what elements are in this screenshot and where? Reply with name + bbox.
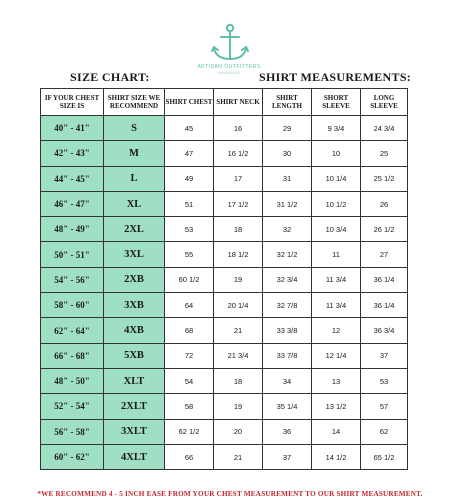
cell-short-sleeve: 11 <box>312 242 361 267</box>
cell-recommended-size: S <box>104 116 165 141</box>
cell-shirt-neck: 16 1/2 <box>214 141 263 166</box>
cell-shirt-length: 33 3/8 <box>263 318 312 343</box>
ease-recommendation-note: *WE RECOMMEND 4 - 5 INCH EASE FROM YOUR CHEST MEASUREMENT TO OUR SHIRT MEASUREMENT. <box>37 490 423 498</box>
cell-recommended-size: 4XB <box>104 318 165 343</box>
cell-long-sleeve: 25 1/2 <box>361 166 408 191</box>
cell-recommended-size: 5XB <box>104 343 165 368</box>
cell-chest-size: 44" - 45" <box>41 166 104 191</box>
cell-chest-size: 54" - 56" <box>41 267 104 292</box>
cell-shirt-neck: 18 <box>214 217 263 242</box>
cell-short-sleeve: 13 <box>312 368 361 393</box>
cell-shirt-chest: 66 <box>165 444 214 469</box>
cell-shirt-chest: 72 <box>165 343 214 368</box>
cell-short-sleeve: 10 3/4 <box>312 217 361 242</box>
cell-shirt-length: 32 <box>263 217 312 242</box>
cell-recommended-size: XL <box>104 191 165 216</box>
size-chart-table <box>40 88 408 470</box>
cell-shirt-length: 32 7/8 <box>263 293 312 318</box>
cell-chest-size: 42" - 43" <box>41 141 104 166</box>
header-short-sleeve: SHORT SLEEVE <box>312 89 361 116</box>
cell-short-sleeve: 10 1/4 <box>312 166 361 191</box>
table-row <box>41 191 408 216</box>
cell-chest-size: 40" - 41" <box>41 116 104 141</box>
cell-short-sleeve: 14 1/2 <box>312 444 361 469</box>
cell-shirt-chest: 55 <box>165 242 214 267</box>
cell-long-sleeve: 62 <box>361 419 408 444</box>
table-row <box>41 394 408 419</box>
cell-shirt-chest: 47 <box>165 141 214 166</box>
cell-long-sleeve: 24 3/4 <box>361 116 408 141</box>
table-row <box>41 444 408 469</box>
cell-short-sleeve: 9 3/4 <box>312 116 361 141</box>
cell-long-sleeve: 37 <box>361 343 408 368</box>
cell-shirt-neck: 20 1/4 <box>214 293 263 318</box>
cell-shirt-chest: 60 1/2 <box>165 267 214 292</box>
cell-recommended-size: 2XB <box>104 267 165 292</box>
table-row <box>41 368 408 393</box>
cell-shirt-length: 33 7/8 <box>263 343 312 368</box>
cell-shirt-chest: 45 <box>165 116 214 141</box>
cell-chest-size: 46" - 47" <box>41 191 104 216</box>
cell-shirt-length: 37 <box>263 444 312 469</box>
cell-shirt-chest: 64 <box>165 293 214 318</box>
cell-recommended-size: 3XLT <box>104 419 165 444</box>
cell-long-sleeve: 53 <box>361 368 408 393</box>
cell-shirt-chest: 62 1/2 <box>165 419 214 444</box>
cell-shirt-chest: 51 <box>165 191 214 216</box>
cell-recommended-size: 3XL <box>104 242 165 267</box>
cell-shirt-neck: 19 <box>214 394 263 419</box>
cell-shirt-length: 35 1/4 <box>263 394 312 419</box>
header-shirt-length: SHIRT LENGTH <box>263 89 312 116</box>
table-row <box>41 217 408 242</box>
header-recommended-size: SHIRT SIZE WE RECOMMEND <box>104 89 165 116</box>
cell-long-sleeve: 25 <box>361 141 408 166</box>
cell-recommended-size: 4XLT <box>104 444 165 469</box>
table-row <box>41 116 408 141</box>
cell-recommended-size: 2XLT <box>104 394 165 419</box>
cell-chest-size: 58" - 60" <box>41 293 104 318</box>
table-row <box>41 166 408 191</box>
cell-chest-size: 56" - 58" <box>41 419 104 444</box>
cell-shirt-neck: 21 <box>214 444 263 469</box>
cell-shirt-length: 30 <box>263 141 312 166</box>
cell-shirt-length: 32 3/4 <box>263 267 312 292</box>
cell-shirt-length: 31 <box>263 166 312 191</box>
cell-long-sleeve: 36 1/4 <box>361 293 408 318</box>
cell-shirt-length: 29 <box>263 116 312 141</box>
cell-short-sleeve: 12 <box>312 318 361 343</box>
cell-long-sleeve: 57 <box>361 394 408 419</box>
cell-recommended-size: 2XL <box>104 217 165 242</box>
cell-short-sleeve: 11 3/4 <box>312 267 361 292</box>
cell-shirt-neck: 21 3/4 <box>214 343 263 368</box>
cell-shirt-chest: 49 <box>165 166 214 191</box>
cell-shirt-chest: 68 <box>165 318 214 343</box>
table-row <box>41 141 408 166</box>
cell-shirt-length: 31 1/2 <box>263 191 312 216</box>
cell-shirt-chest: 53 <box>165 217 214 242</box>
cell-short-sleeve: 10 <box>312 141 361 166</box>
cell-shirt-length: 34 <box>263 368 312 393</box>
header-shirt-chest: SHIRT CHEST <box>165 89 214 116</box>
cell-chest-size: 60" - 62" <box>41 444 104 469</box>
header-long-sleeve: LONG SLEEVE <box>361 89 408 116</box>
cell-short-sleeve: 12 1/4 <box>312 343 361 368</box>
anchor-icon <box>200 22 260 64</box>
cell-shirt-neck: 21 <box>214 318 263 343</box>
header-shirt-neck: SHIRT NECK <box>214 89 263 116</box>
table-row <box>41 318 408 343</box>
table-row <box>41 242 408 267</box>
cell-long-sleeve: 36 1/4 <box>361 267 408 292</box>
brand-subtitle: HANDMADE <box>217 71 241 75</box>
cell-chest-size: 48" - 50" <box>41 368 104 393</box>
cell-recommended-size: 3XB <box>104 293 165 318</box>
cell-shirt-neck: 17 <box>214 166 263 191</box>
cell-chest-size: 50" - 51" <box>41 242 104 267</box>
cell-long-sleeve: 26 1/2 <box>361 217 408 242</box>
cell-long-sleeve: 26 <box>361 191 408 216</box>
cell-chest-size: 52" - 54" <box>41 394 104 419</box>
cell-shirt-length: 32 1/2 <box>263 242 312 267</box>
cell-shirt-neck: 18 <box>214 368 263 393</box>
cell-shirt-neck: 17 1/2 <box>214 191 263 216</box>
cell-shirt-length: 36 <box>263 419 312 444</box>
table-row <box>41 267 408 292</box>
cell-short-sleeve: 10 1/2 <box>312 191 361 216</box>
cell-shirt-chest: 58 <box>165 394 214 419</box>
cell-shirt-chest: 54 <box>165 368 214 393</box>
cell-short-sleeve: 11 3/4 <box>312 293 361 318</box>
table-row <box>41 343 408 368</box>
cell-chest-size: 62" - 64" <box>41 318 104 343</box>
cell-short-sleeve: 13 1/2 <box>312 394 361 419</box>
cell-recommended-size: M <box>104 141 165 166</box>
table-header-row <box>41 89 408 116</box>
cell-shirt-neck: 19 <box>214 267 263 292</box>
cell-long-sleeve: 65 1/2 <box>361 444 408 469</box>
cell-long-sleeve: 27 <box>361 242 408 267</box>
header-chest-size: IF YOUR CHEST SIZE IS <box>41 89 104 116</box>
cell-shirt-neck: 16 <box>214 116 263 141</box>
table-row <box>41 419 408 444</box>
cell-long-sleeve: 36 3/4 <box>361 318 408 343</box>
cell-shirt-neck: 18 1/2 <box>214 242 263 267</box>
cell-shirt-neck: 20 <box>214 419 263 444</box>
shirt-measurements-heading: SHIRT MEASUREMENTS: <box>259 70 412 84</box>
cell-chest-size: 48" - 49" <box>41 217 104 242</box>
cell-recommended-size: L <box>104 166 165 191</box>
size-chart-heading: SIZE CHART: <box>70 70 150 84</box>
cell-short-sleeve: 14 <box>312 419 361 444</box>
cell-chest-size: 66" - 68" <box>41 343 104 368</box>
table-row <box>41 293 408 318</box>
brand-name: ARTISAN OUTFITTERS <box>197 64 261 70</box>
cell-recommended-size: XLT <box>104 368 165 393</box>
